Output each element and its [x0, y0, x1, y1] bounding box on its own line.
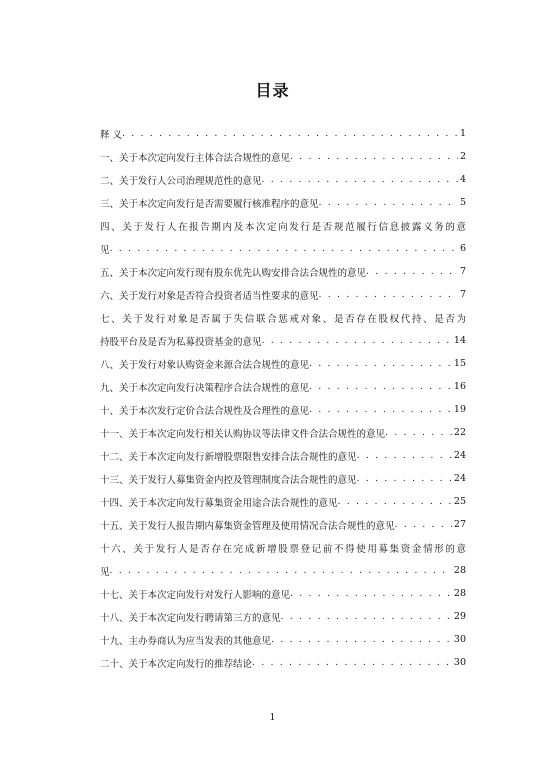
toc-entry-7-continued[interactable] — [100, 329, 466, 352]
toc-leader — [319, 197, 458, 208]
toc-entry-label: 二、关于发行人公司治理规范性的意见 — [100, 175, 262, 187]
toc-leader — [309, 404, 452, 415]
toc-entry-5[interactable] — [100, 260, 466, 283]
toc-leader — [366, 266, 458, 277]
toc-entry-16-continued[interactable] — [100, 559, 466, 582]
toc-entry-label: 十一、关于本次定向发行相关认购协议等法律文件合法合规性的意见 — [100, 428, 386, 440]
toc-leader — [290, 588, 452, 599]
toc-entry-6[interactable] — [100, 283, 466, 306]
toc-entry-definitions[interactable] — [100, 122, 466, 145]
toc-entry-15[interactable] — [100, 513, 466, 536]
toc-entry-19[interactable] — [100, 628, 466, 651]
toc-page-number: 16 — [453, 381, 466, 392]
toc-page-number: 22 — [453, 427, 466, 438]
toc-page-number: 29 — [453, 611, 466, 622]
toc-entry-label: 释 义 — [100, 129, 123, 141]
toc-leader — [110, 243, 458, 254]
toc-page-number: 25 — [453, 496, 466, 507]
toc-leader — [309, 358, 452, 369]
toc-entry-label: 十二、关于本次定向发行新增股票限售安排合法合规性的意见 — [100, 451, 357, 463]
toc-entry-7[interactable] — [100, 306, 466, 329]
toc-entry-label: 六、关于发行对象是否符合投资者适当性要求的意见 — [100, 290, 319, 302]
toc-entry-18[interactable] — [100, 605, 466, 628]
toc-leader — [357, 473, 452, 484]
toc-leader — [385, 427, 452, 438]
toc-entry-12[interactable] — [100, 444, 466, 467]
toc-entry-label: 十四、关于本次定向发行募集资金用途合法合规性的意见 — [100, 497, 338, 509]
table-of-contents — [100, 122, 466, 674]
toc-leader — [110, 565, 452, 576]
toc-entry-label: 十六、关于发行人是否存在完成新增股票登记前不得使用募集资金情形的意 — [100, 543, 466, 555]
toc-page-number: 15 — [453, 358, 466, 369]
toc-entry-label: 十、关于本次发行定价合法合规性及合理性的意见 — [100, 405, 310, 417]
toc-leader — [290, 151, 458, 162]
toc-page-number: 7 — [459, 266, 466, 277]
toc-entry-label: 八、关于发行对象认购资金来源合法合规性的意见 — [100, 359, 310, 371]
toc-entry-4[interactable] — [100, 214, 466, 237]
toc-entry-label: 一、关于本次定向发行主体合法合规性的意见 — [100, 152, 291, 164]
toc-entry-9[interactable] — [100, 375, 466, 398]
page-title: 目录 — [255, 81, 290, 100]
toc-entry-10[interactable] — [100, 398, 466, 421]
toc-page-number: 19 — [453, 404, 466, 415]
toc-entry-label-continued: 持股平台及是否为私募投资基金的意见 — [100, 336, 262, 348]
toc-leader — [357, 450, 452, 461]
toc-entry-label: 十五、关于发行人报告期内募集资金管理及使用情况合法合规性的意见 — [100, 520, 395, 532]
toc-page-number: 27 — [453, 519, 466, 530]
toc-page-number: 6 — [459, 243, 466, 254]
toc-page-number: 28 — [453, 588, 466, 599]
toc-entry-16[interactable] — [100, 536, 466, 559]
toc-page-number: 30 — [453, 657, 466, 668]
toc-entry-20[interactable] — [100, 651, 466, 674]
toc-entry-label: 九、关于本次定向发行决策程序合法合规性的意见 — [100, 382, 310, 394]
toc-entry-label: 十三、关于发行人募集资金内控及管理制度合法合规性的意见 — [100, 474, 357, 486]
toc-page-number: 24 — [453, 450, 466, 461]
toc-entry-17[interactable] — [100, 582, 466, 605]
toc-leader — [262, 335, 452, 346]
toc-entry-label: 五、关于本次定向发行现有股东优先认购安排合法合规性的意见 — [100, 267, 367, 279]
toc-leader — [281, 611, 452, 622]
toc-entry-label: 十九、主办券商认为应当发表的其他意见 — [100, 635, 272, 647]
toc-entry-label: 十七、关于本次定向发行对发行人影响的意见 — [100, 589, 291, 601]
toc-entry-label: 四、关于发行人在报告期内及本次定向发行是否规范履行信息披露义务的意 — [100, 221, 466, 233]
toc-entry-14[interactable] — [100, 490, 466, 513]
toc-leader — [252, 657, 452, 668]
toc-page-number: 2 — [459, 151, 466, 162]
toc-entry-8[interactable] — [100, 352, 466, 375]
toc-page-number: 4 — [459, 174, 466, 185]
toc-leader — [319, 289, 458, 300]
toc-entry-3[interactable] — [100, 191, 466, 214]
toc-entry-label: 二十、关于本次定向发行的推荐结论 — [100, 658, 253, 670]
toc-page-number: 1 — [459, 128, 466, 139]
toc-entry-label: 十八、关于本次定向发行聘请第三方的意见 — [100, 612, 281, 624]
toc-entry-2[interactable] — [100, 168, 466, 191]
toc-entry-label: 三、关于本次定向发行是否需要履行核准程序的意见 — [100, 198, 319, 210]
toc-leader — [262, 174, 458, 185]
toc-leader — [338, 496, 452, 507]
toc-entry-label-continued: 见 — [100, 244, 110, 256]
toc-page-number: 24 — [453, 473, 466, 484]
toc-page-number: 5 — [459, 197, 466, 208]
toc-entry-label-continued: 见 — [100, 566, 110, 578]
toc-entry-11[interactable] — [100, 421, 466, 444]
page-number-footer: 1 — [269, 713, 276, 723]
toc-page-number: 14 — [453, 335, 466, 346]
toc-page-number: 28 — [453, 565, 466, 576]
toc-page-number: 30 — [453, 634, 466, 645]
toc-leader — [395, 519, 452, 530]
toc-leader — [309, 381, 452, 392]
toc-leader — [271, 634, 452, 645]
toc-entry-label: 七、关于发行对象是否属于失信联合惩戒对象、是否存在股权代持、是否为 — [100, 313, 466, 325]
toc-leader — [122, 128, 458, 139]
toc-entry-4-continued[interactable] — [100, 237, 466, 260]
toc-page-number: 7 — [459, 289, 466, 300]
toc-entry-13[interactable] — [100, 467, 466, 490]
toc-entry-1[interactable] — [100, 145, 466, 168]
